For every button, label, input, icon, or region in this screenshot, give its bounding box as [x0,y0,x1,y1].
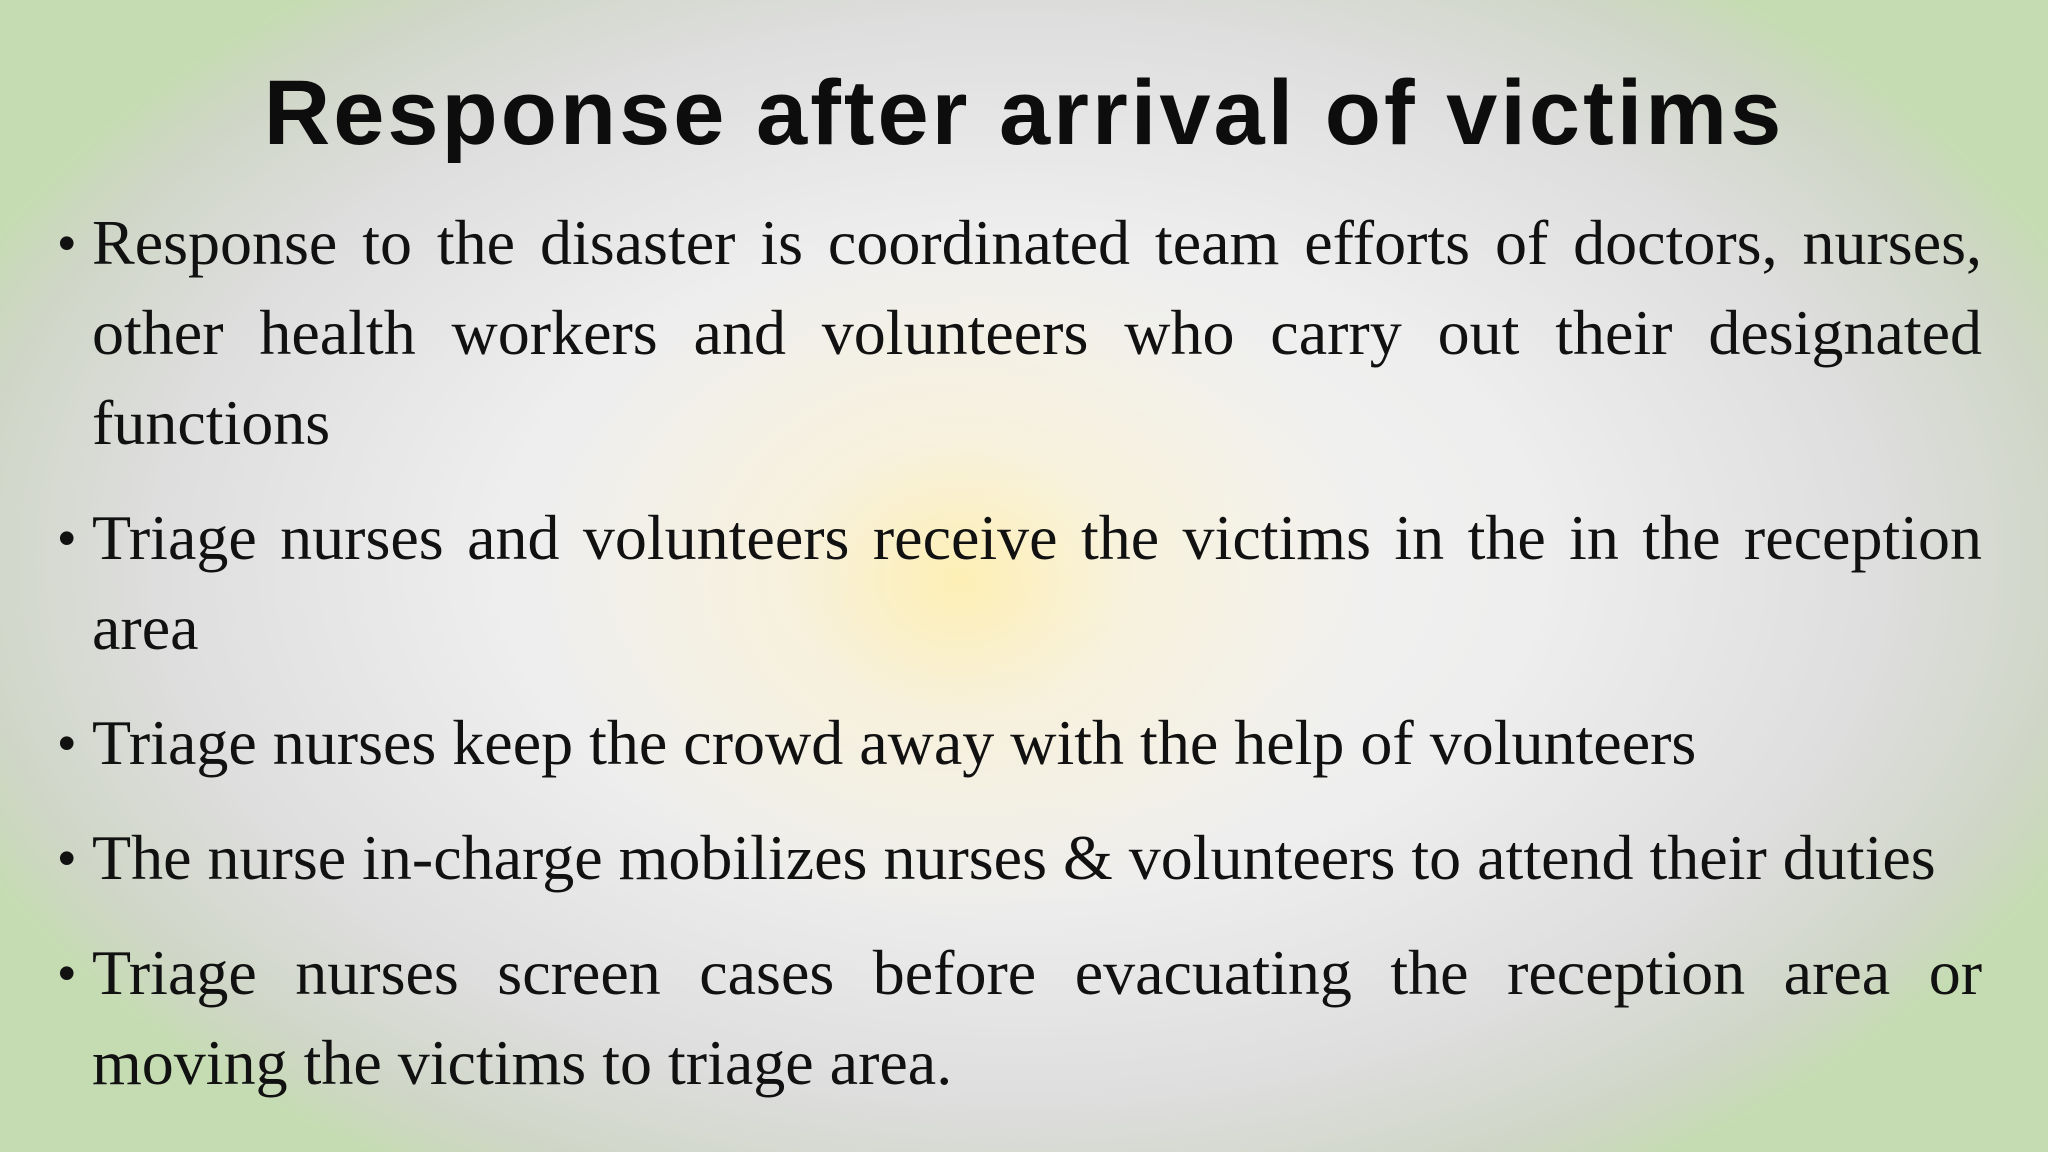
bullet-text: Response to the disaster is coordinated team efforts of doctors, nurses, other health workers and volunteers who carry out their designated functions [92,207,1982,458]
bullet-item [58,928,1982,1108]
bullet-dot-icon: • [58,715,76,771]
slide-title: Response after arrival of victims [263,62,1785,164]
bullet-dot-icon: • [58,215,76,271]
bullet-text: The nurse in-charge mobilizes nurses & volunteers to attend their duties [92,822,1936,893]
bullet-dot-icon: • [58,945,76,1001]
bullet-list [58,198,1982,1133]
bullet-dot-icon: • [58,510,76,566]
bullet-text: Triage nurses and volunteers receive the victims in the in the reception area [92,502,1982,663]
bullet-item [58,813,1982,903]
bullet-text: Triage nurses screen cases before evacuating the reception area or moving the victims to triage area. [92,937,1982,1098]
bullet-item [58,698,1982,788]
bullet-item [58,198,1982,468]
bullet-dot-icon: • [58,830,76,886]
bullet-text: Triage nurses keep the crowd away with the help of volunteers [92,707,1697,778]
bullet-item [58,493,1982,673]
